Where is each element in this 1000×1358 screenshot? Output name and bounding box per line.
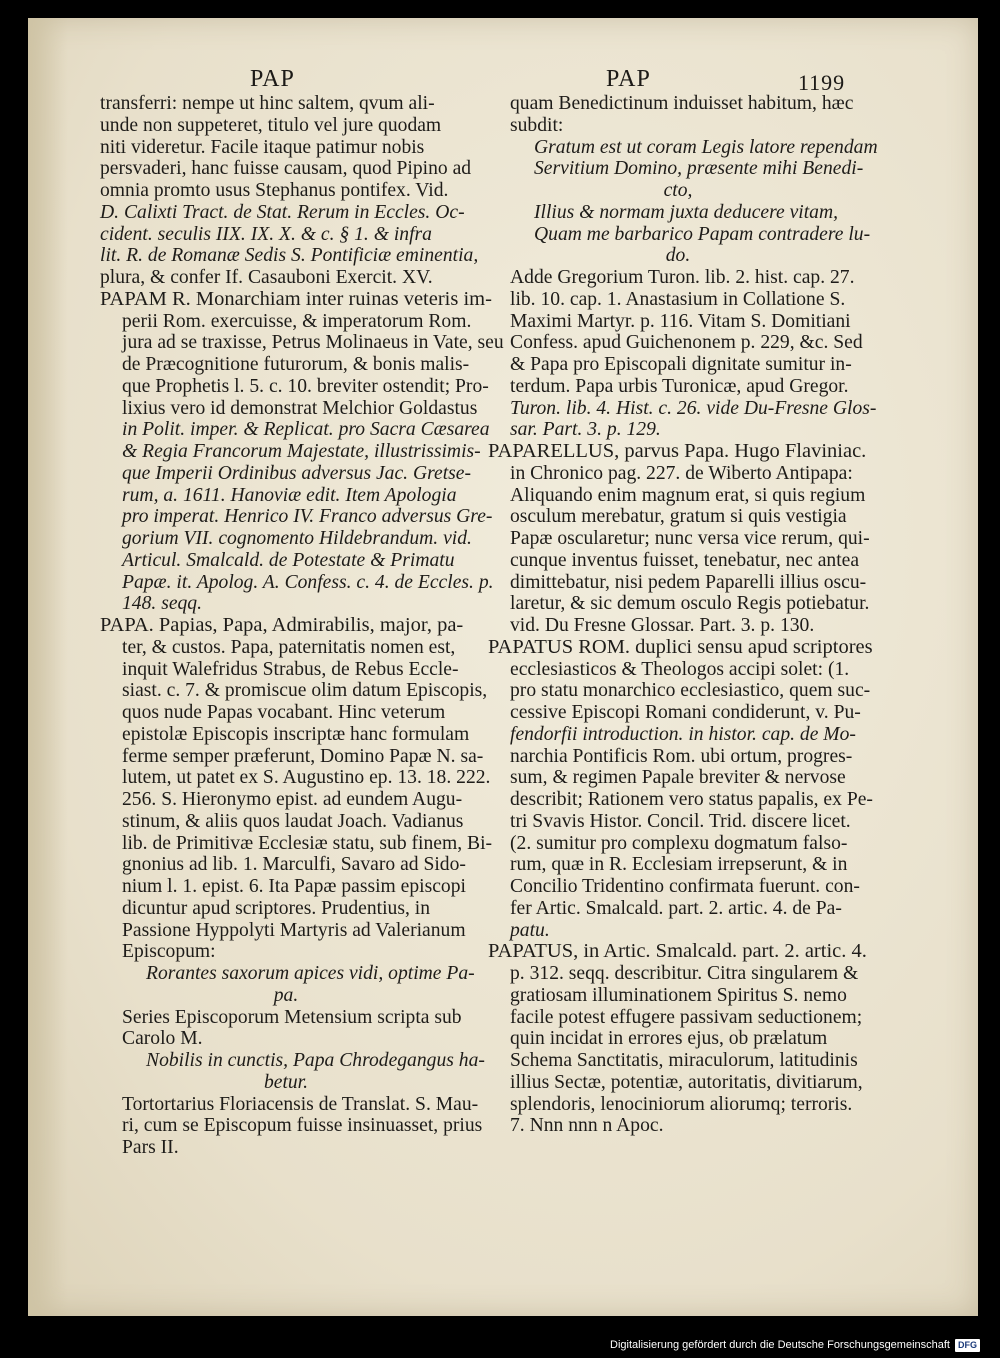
right-column-line: narchia Pontificis Rom. ubi ortum, progres- — [510, 745, 853, 767]
right-column-line: in Chronico pag. 227. de Wiberto Antipapa: — [510, 462, 853, 484]
left-column-line: gorium VII. cognomento Hildebrandum. vid. — [122, 528, 472, 549]
right-column-line: cessive Episcopi Romani condiderunt, v. Pu- — [510, 702, 861, 723]
left-column-line: lit. R. de Romanæ Sedis S. Pontificiæ eminentia, — [100, 245, 479, 267]
left-column-line: Passione Hyppolyti Martyris ad Valerianum — [122, 919, 466, 941]
right-column-line: Servitium Domino, præsente mihi Benedi- — [534, 158, 864, 180]
right-column-line: PAPATUS, in Artic. Smalcald. part. 2. artic. 4. — [488, 940, 867, 963]
right-running-head: PAP — [606, 66, 651, 92]
right-column-line: quin incidat in errores ejus, ob prælatum — [510, 1028, 828, 1050]
left-column-line: Episcopum: — [122, 941, 216, 963]
left-column-line: plura, & confer If. Casauboni Exercit. XV. — [100, 267, 433, 288]
left-running-head: PAP — [250, 66, 295, 92]
left-column-line: PAPAM R. Monarchiam inter ruinas veteris im- — [100, 287, 492, 310]
left-column-line: D. Calixti Tract. de Stat. Rerum in Eccles. Oc- — [100, 201, 465, 223]
left-column-line: perii Rom. exercuisse, & imperatorum Rom. — [122, 310, 472, 332]
left-column-line: siast. c. 7. & promiscue olim datum Episcopis, — [122, 680, 488, 702]
left-column-line: rum, a. 1611. Hanoviæ edit. Item Apologia — [122, 484, 457, 506]
left-column-line: omnia promto usus Stephanus pontifex. Vid. — [100, 180, 449, 201]
left-column-line: Tortortarius Floriacensis de Translat. S. Mau- — [122, 1093, 479, 1115]
scanned-page — [28, 18, 978, 1316]
left-column-line: jura ad se traxisse, Petrus Molinaeus in Vate, seu — [122, 332, 504, 354]
left-column-line: nium l. 1. epist. 6. Ita Papæ passim episcopi — [122, 876, 466, 897]
left-column-line: ferme semper præferunt, Domino Papæ N. sa- — [122, 745, 484, 767]
left-column-line: Series Episcoporum Metensium scripta sub — [122, 1006, 462, 1028]
right-column-line: sar. Part. 3. p. 129. — [510, 419, 661, 441]
left-column-line: ter, & custos. Papa, paternitatis nomen est, — [122, 636, 456, 658]
right-column-line: terdum. Papa urbis Turonicæ, apud Gregor. — [510, 375, 849, 397]
left-column-line: quos nude Papas vocabant. Hinc veterum — [122, 702, 446, 723]
right-column-line: fer Artic. Smalcald. part. 2. artic. 4. de Pa- — [510, 897, 842, 919]
left-column-line: epistolæ Episcopis inscriptæ hanc formulam — [122, 723, 470, 745]
right-column-line: Papæ oscularetur; nunc versa vice rerum, qui- — [510, 528, 870, 549]
left-column-line: dicuntur apud scriptores. Prudentius, in — [122, 897, 431, 919]
right-column-line: osculum merebatur, gratum si quis vestigia — [510, 506, 847, 528]
right-column-line: Schema Sanctitatis, miraculorum, latitudinis — [510, 1050, 858, 1071]
right-column-line: dimittebatur, nisi pedem Paparelli illius oscu- — [510, 571, 867, 593]
left-column-line: Rorantes saxorum apices vidi, optime Pa- — [146, 963, 475, 984]
right-column-line: vid. Du Fresne Glossar. Part. 3. p. 130. — [510, 615, 815, 636]
right-column-line: PAPARELLUS, parvus Papa. Hugo Flaviniac. — [488, 440, 867, 462]
left-column-line: stinum, & aliis quos laudat Joach. Vadianus — [122, 810, 464, 832]
right-column-line: Confess. apud Guichenonem p. 229, &c. Sed — [510, 332, 863, 354]
right-column-line: Gratum est ut coram Legis latore rependam — [534, 136, 878, 158]
left-text-column — [100, 93, 504, 1159]
right-column-line: p. 312. seqq. describitur. Citra singularem & — [510, 963, 859, 984]
right-column-line: Maximi Martyr. p. 116. Vitam S. Domitiani — [510, 310, 851, 332]
right-column-line: describit; Rationem vero status papalis, ex Pe- — [510, 789, 873, 810]
digitization-footer — [570, 1337, 980, 1353]
left-column-line: Carolo M. — [122, 1028, 203, 1050]
footer-text: Digitalisierung gefördert durch die Deutsche Forschungsgemeinschaft — [610, 1339, 950, 1351]
right-column-line: Adde Gregorium Turon. lib. 2. hist. cap. 27. — [510, 267, 855, 288]
right-column-line: tri Svavis Histor. Concil. Trid. discere licet. — [510, 810, 851, 832]
right-column-line: patu. — [510, 919, 550, 941]
right-column-line: Concilio Tridentino confirmata fuerunt. con- — [510, 876, 860, 897]
right-column-line: pro statu monarchico ecclesiastico, quem suc- — [510, 680, 871, 702]
right-column-line: laretur, & sic demum osculo Regis potiebatur. — [510, 593, 870, 615]
right-column-line: 7. Nnn nnn n Apoc. — [510, 1115, 664, 1137]
left-column-line: 256. S. Hieronymo epist. ad eundem Augu- — [122, 789, 463, 810]
left-column-line: pa. — [273, 984, 299, 1006]
right-column-line: cto, — [663, 180, 693, 201]
left-column-line: que Imperii Ordinibus adversus Jac. Gretse- — [122, 462, 471, 484]
left-column-line: Papæ. it. Apolog. A. Confess. c. 4. de Eccles. p. — [122, 571, 494, 593]
left-column-line: in Polit. imper. & Replicat. pro Sacra Cæsarea — [122, 419, 490, 441]
right-column-line: quam Benedictinum induisset habitum, hæc — [510, 93, 854, 114]
left-column-line: Pars II. — [122, 1137, 179, 1158]
left-column-line: Nobilis in cunctis, Papa Chrodegangus ha- — [146, 1050, 485, 1071]
left-column-line: transferri: nempe ut hinc saltem, qvum ali- — [100, 93, 435, 114]
right-column-line: rum, quæ in R. Ecclesiam irrepserunt, & in — [510, 854, 848, 876]
right-column-line: facile potest effugere passivam seductionem; — [510, 1006, 863, 1028]
left-column-line: que Prophetis l. 5. c. 10. breviter ostendit; Pro- — [122, 375, 489, 397]
right-column-line: cunque inventus fuisset, tenebatur, nec antea — [510, 549, 860, 571]
right-column-line: fendorfii introduction. in histor. cap. de Mo- — [510, 723, 856, 745]
left-column-line: inquit Walefridus Strabus, de Rebus Eccle- — [122, 658, 459, 680]
left-column-line: PAPA. Papias, Papa, Admirabilis, major, pa- — [100, 614, 464, 636]
right-column-line: Turon. lib. 4. Hist. c. 26. vide Du-Fresne Glos- — [510, 397, 877, 419]
left-column-line: lutem, ut patet ex S. Augustino ep. 13. 18. 222. — [122, 767, 491, 789]
right-column-line: Aliquando enim magnum erat, si quis regium — [510, 484, 866, 506]
right-column-line: gratiosam illuminationem Spiritus S. nemo — [510, 984, 847, 1006]
right-column-line: Quam me barbarico Papam contradere lu- — [534, 223, 871, 245]
right-column-line: PAPATUS ROM. duplici sensu apud scriptores — [488, 635, 873, 658]
left-column-line: unde non suppeteret, titulo vel jure quodam — [100, 114, 442, 136]
left-column-line: niti videretur. Facile itaque patimur nobis — [100, 136, 425, 158]
dfg-logo: DFG — [955, 1339, 980, 1352]
left-column-line: betur. — [263, 1071, 309, 1093]
left-column-line: pro imperat. Henrico IV. Franco adversus Gre- — [122, 506, 493, 528]
right-column-line: do. — [665, 245, 691, 267]
right-column-line: illius Sectæ, potentiæ, autoritatis, divitiarum, — [510, 1071, 863, 1093]
right-column-line: ecclesiasticos & Theologos accipi solet: (1. — [510, 658, 850, 680]
left-column-line: persvaderi, hanc fuisse causam, quod Pipino ad — [100, 158, 472, 180]
right-column-line: & Papa pro Episcopali dignitate sumitur in- — [510, 354, 852, 375]
left-column-line: Articul. Smalcald. de Potestate & Primatu — [122, 549, 455, 571]
right-column-line: Illius & normam juxta deducere vitam, — [534, 201, 839, 223]
left-column-line: 148. seqq. — [122, 593, 203, 615]
right-column-line: (2. sumitur pro complexu dogmatum falso- — [510, 832, 848, 854]
left-column-line: ri, cum se Episcopum fuisse insinuasset, prius — [122, 1115, 483, 1137]
left-column-line: de Præcognitione futurorum, & bonis malis- — [122, 354, 470, 375]
page-gutter-shadow — [28, 18, 68, 1316]
right-column-line: subdit: — [510, 114, 564, 136]
left-column-line: gnonius ad lib. 1. Marculfi, Savaro ad Sido- — [122, 854, 466, 876]
right-text-column — [488, 93, 878, 1137]
left-column-line: lixius vero id demonstrat Melchior Goldastus — [122, 397, 478, 419]
left-column-line: lib. de Primitivæ Ecclesiæ statu, sub finem, Bi- — [122, 832, 493, 854]
right-column-line: splendoris, lenociniorum aliorumq; terroris. — [510, 1093, 853, 1115]
right-column-line: lib. 10. cap. 1. Anastasium in Collatione S. — [510, 288, 846, 310]
left-column-line: & Regia Francorum Majestate, illustrissimis- — [122, 441, 481, 462]
right-column-line: sum, & regimen Papale breviter & nervose — [510, 767, 846, 789]
page-number: 1199 — [798, 70, 846, 95]
left-column-line: cident. seculis IIX. IX. X. & c. § 1. & infra — [100, 223, 432, 245]
